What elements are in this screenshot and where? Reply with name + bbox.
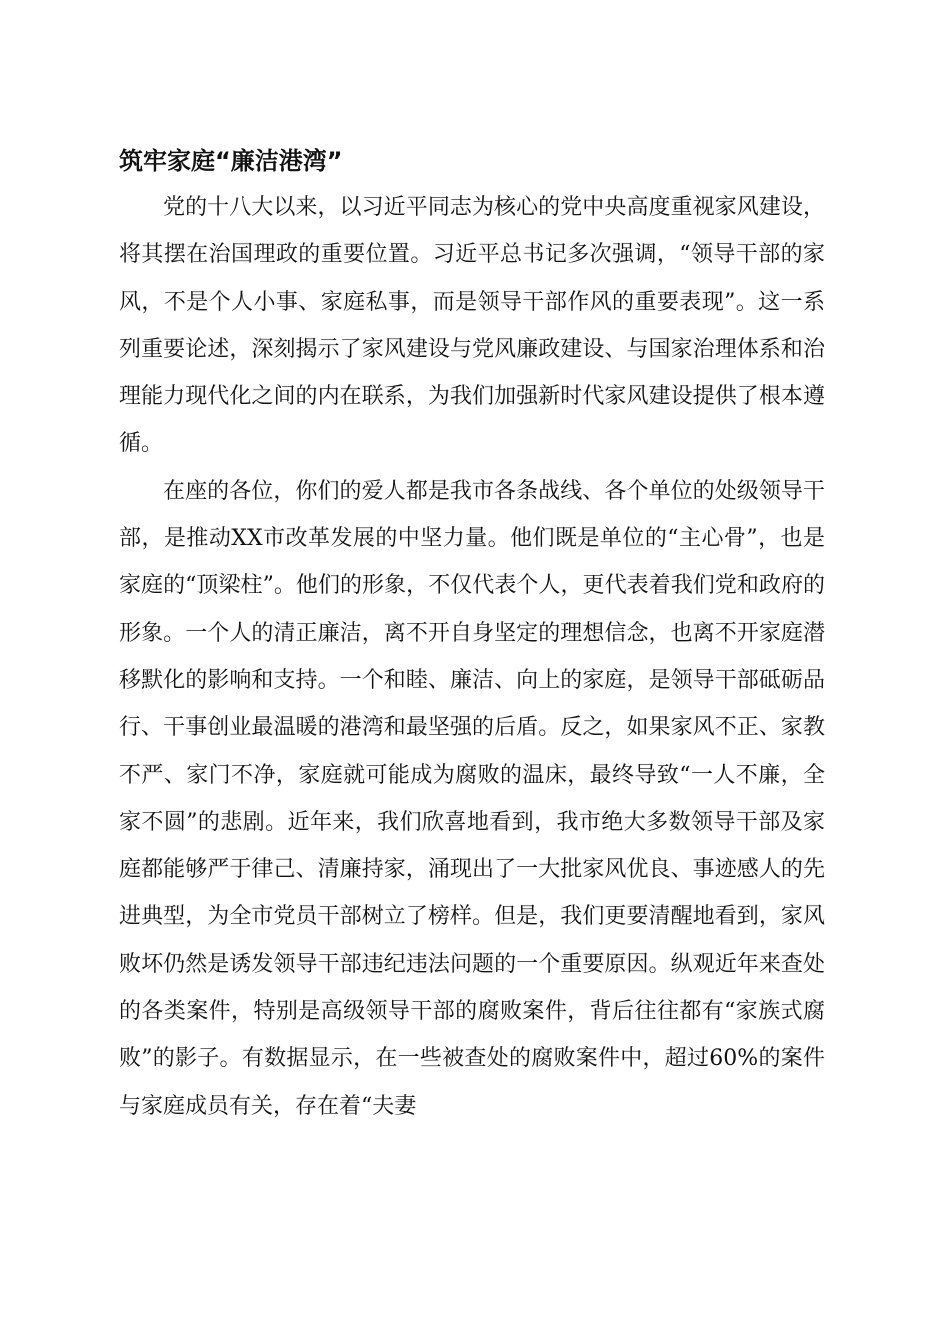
document-title: 筑牢家庭“廉洁港湾”	[119, 147, 343, 175]
paragraph-1: 党的十八大以来，以习近平同志为核心的党中央高度重视家风建设，将其摆在治国理政的重要位置。习近平总书记多次强调，“领导干部的家风，不是个人小事、家庭私事，而是领导干部作风的重要表现”。这一系列重要论述，深刻揭示了家风建设与党风廉政建设、与国家治理体系和治理能力现代化之间的内在联系，为我们加强新时代家风建设提供了根本遵循。	[119, 195, 825, 457]
document-body	[119, 138, 825, 1130]
paragraph-2: 在座的各位，你们的爱人都是我市各条战线、各个单位的处级领导干部，是推动XX市改革发展的中坚力量。他们既是单位的“主心骨”，也是家庭的“顶梁柱”。他们的形象，不仅代表个人，更代表着我们党和政府的形象。一个人的清正廉洁，离不开自身坚定的理想信念，也离不开家庭潜移默化的影响和支持。一个和睦、廉洁、向上的家庭，是领导干部砥砺品行、干事创业最温暖的港湾和最坚强的后盾。反之，如果家风不正、家教不严、家门不净，家庭就可能成为腐败的温床，最终导致“一人不廉，全家不圆”的悲剧。近年来，我们欣喜地看到，我市绝大多数领导干部及家庭都能够严于律己、清廉持家，涌现出了一大批家风优良、事迹感人的先进典型，为全市党员干部树立了榜样。但是，我们更要清醒地看到，家风败坏仍然是诱发领导干部违纪违法问题的一个重要原因。纵观近年来查处的各类案件，特别是高级领导干部的腐败案件，背后往往都有“家族式腐败”的影子。有数据显示，在一些被查处的腐败案件中，超过60%的案件与家庭成员有关，存在着“夫妻	[119, 478, 825, 1119]
